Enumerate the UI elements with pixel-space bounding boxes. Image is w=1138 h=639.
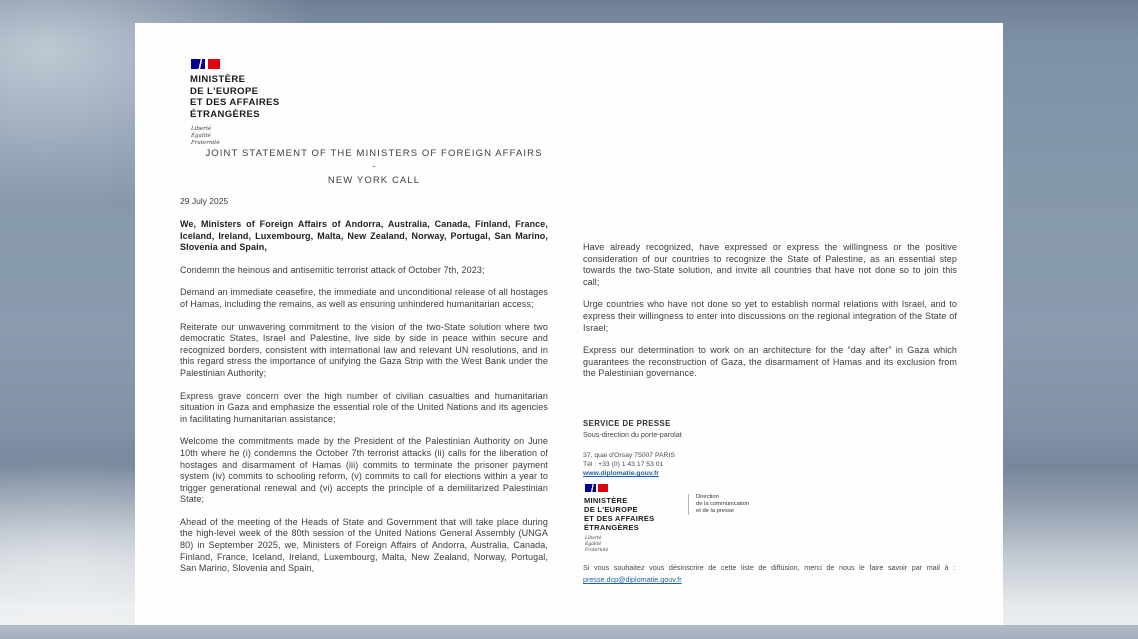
motto-line: Fraternité [191, 140, 220, 146]
ministry-name-line: ET DES AFFAIRES [190, 97, 280, 108]
press-heading: SERVICE DE PRESSE [583, 419, 671, 428]
republic-motto [191, 126, 280, 147]
motto-line: Liberté [585, 536, 602, 541]
title-line-2: NEW YORK CALL [327, 175, 421, 186]
unsubscribe-text: Si vous souhaitez vous désinscrire de cette liste de diffusion, merci de nous le faire savoir par mail à : [583, 563, 956, 572]
flag-red-block [208, 59, 220, 69]
background-bottom-band [0, 625, 1138, 639]
motto-line: Fraternité [585, 547, 609, 553]
press-address [583, 451, 682, 479]
document-date: 29 July 2025 [180, 196, 229, 206]
paragraph: We, Ministers of Foreign Affairs of Andorra, Australia, Canada, Finland, France, Iceland, Ireland, Luxembourg, Malta, New Zealand, Norway, Portugal, San Marino, Slovenia and Spain, [180, 219, 548, 253]
paragraph: Condemn the heinous and antisemitic terrorist attack of October 7th, 2023; [180, 264, 485, 275]
motto-line: Égalité [585, 541, 602, 547]
footer-ministry-block [584, 484, 688, 553]
footer-ministry-name [584, 496, 688, 532]
paragraph: Urge countries who have not done so yet to establish normal relations with Israel, and to express their willingness to enter into discussions on the regional integration of the State of Israel; [583, 299, 957, 333]
ministry-name-line: ET DES AFFAIRES [584, 514, 655, 523]
document-title [180, 148, 568, 186]
paragraph: Express our determination to work on an architecture for the “day after” in Gaza which guarantees the reconstruction of Gaza, the disarmament of Hamas and its exclusion from the Palestinian governance. [583, 345, 957, 379]
flag-red-block [598, 484, 608, 492]
direction-department [688, 494, 749, 515]
document-page [135, 23, 1003, 625]
footer-republic-motto [585, 536, 688, 553]
title-separator: - [372, 161, 376, 171]
right-column-paragraphs [583, 242, 957, 380]
right-column [583, 242, 957, 391]
direction-line: de la communication [696, 501, 750, 507]
ministry-name-line: ÉTRANGÈRES [190, 108, 260, 120]
title-line-1: JOINT STATEMENT OF THE MINISTERS OF FOREIGN AFFAIRS [205, 148, 543, 159]
motto-line: Égalité [191, 133, 211, 139]
ministry-name-line: DE L'EUROPE [190, 85, 259, 97]
flag-blue-block [191, 59, 205, 69]
website-link[interactable]: www.diplomatie.gouv.fr [583, 470, 659, 478]
french-flag-logo-icon [191, 59, 221, 69]
left-column-paragraphs [180, 219, 548, 575]
unsubscribe-email-link[interactable]: presse.dcp@diplomatie.gouv.fr [583, 575, 682, 584]
flag-blue-block [585, 484, 596, 492]
direction-line: et de la presse [696, 508, 735, 514]
unsubscribe-note [583, 562, 959, 585]
paragraph: Reiterate our unwavering commitment to the vision of the two-State solution where two democratic States, Israel and Palestine, live side by side in peace within secure and recognized borders, consistent with international law and relevant UN resolutions, and in this regard stress the importance of unifying the Gaza Strip with the West Bank under the Palestinian Authority; [180, 321, 548, 378]
press-contact [583, 419, 682, 479]
left-column [180, 196, 548, 586]
letterhead [190, 59, 280, 147]
ministry-name-line: ÉTRANGÈRES [584, 523, 640, 532]
paragraph: Have already recognized, have expressed or express the willingness or the positive consideration of our countries to recognize the State of Palestine, as an essential step towards the two-State solution, and invite all countries that have not done so to join this call; [583, 242, 957, 287]
ministry-name-line: MINISTÈRE [190, 74, 246, 85]
press-street-address: 37, quai d'Orsay 75007 PARIS [583, 452, 675, 459]
paragraph: Express grave concern over the high number of civilian casualties and humanitarian situation in Gaza and emphasize the essential role of the United Nations and its agencies in facilitating humanitarian assistance; [180, 390, 548, 424]
paragraph: Demand an immediate ceasefire, the immediate and unconditional release of all hostages of Hamas, including the remains, as well as ensuring unhindered humanitarian access; [180, 287, 548, 309]
paragraph: Welcome the commitments made by the President of the Palestinian Authority on June 10th where he (i) condemns the October 7th terrorist attacks (ii) calls for the liberation of hostages and disarmament of Hamas (iii) commits to terminate the prisoner payment system (iv) commits to schooling reform, (v) commits to call for elections within a year to trigger generational renewal and (vi) accepts the principle of a demilitarized Palestinian State; [180, 436, 548, 505]
ministry-name-line: DE L'EUROPE [584, 505, 638, 514]
paragraph: Ahead of the meeting of the Heads of State and Government that will take place during the high-level week of the 80th session of the United Nations General Assembly (UNGA 80) in September 2025, we, Ministers of Foreign Affairs of Andorra, Australia, Canada, Finland, France, Iceland, Ireland, Luxembourg, Malta, New Zealand, Norway, Portugal, San Marino, Slovenia and Spain, [180, 516, 548, 574]
footer-logo [584, 484, 749, 553]
motto-line: Liberté [191, 126, 212, 132]
ministry-name [190, 74, 280, 120]
direction-line: Direction [696, 494, 719, 500]
press-phone: Tél : +33 (0) 1 43 17 53 01 [583, 461, 664, 469]
ministry-name-line: MINISTÈRE [584, 496, 628, 505]
french-flag-logo-icon [585, 484, 609, 492]
press-subheading: Sous-direction du porte-parolat [583, 430, 682, 439]
